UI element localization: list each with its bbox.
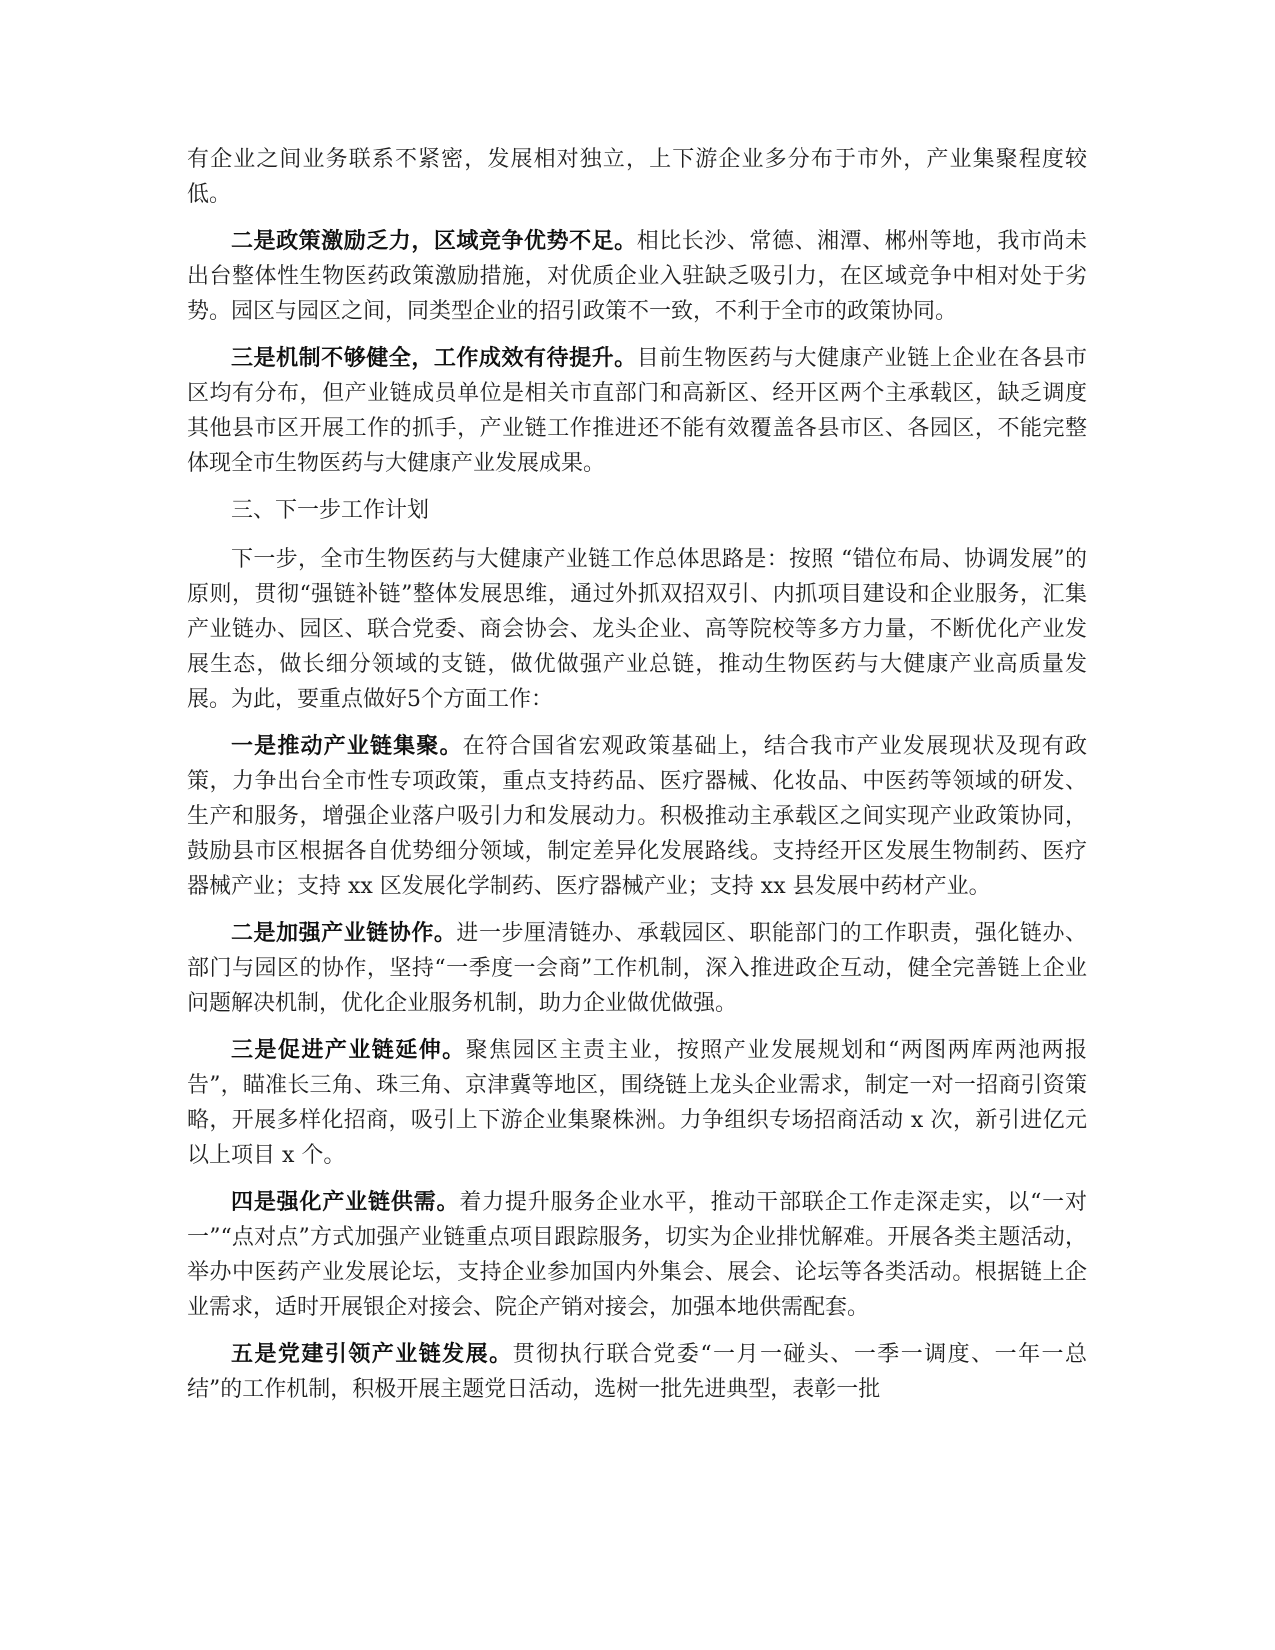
paragraph-text: 着力提升服务企业水平，推动干部联企工作走深走实，以“一对一”“点对点”方式加强产业链重点项目跟踪服务，切实为企业排忧解难。开展各类主题活动，举办中医药产业发展论坛，支持企业参加国内外集会、展会、论坛等各类活动。根据链上企业需求，适时开展银企对接会、院企产销对接会，加强本地供需配套。 bbox=[187, 1190, 1087, 1320]
paragraph-text: 进一步厘清链办、承载园区、职能部门的工作职责，强化链办、部门与园区的协作，坚持“一季度一会商”工作机制，深入推进政企互动，健全完善链上企业问题解决机制，优化企业服务机制，助力企业做优做强。 bbox=[187, 921, 1087, 1016]
document-body bbox=[187, 142, 1087, 1419]
paragraph-text: 有企业之间业务联系不紧密，发展相对独立，上下游企业多分布于市外，产业集聚程度较低。 bbox=[187, 147, 1087, 207]
paragraph-lead: 三是促进产业链延伸。 bbox=[231, 1037, 466, 1063]
paragraph-lead: 二是加强产业链协作。 bbox=[231, 920, 457, 946]
paragraph-lead: 二是政策激励乏力，区域竞争优势不足。 bbox=[231, 228, 637, 254]
paragraph-text: 在符合国省宏观政策基础上，结合我市产业发展现状及现有政策，力争出台全市性专项政策，重点支持药品、医疗器械、化妆品、中医药等领域的研发、生产和服务，增强企业落户吸引力和发展动力。积极推动主承载区之间实现产业政策协同，鼓励县市区根据各自优势细分领域，制定差异化发展路线。支持经开区发展生物制药、医疗器械产业；支持 xx 区发展化学制药、医疗器械产业；支持 xx 县发展中药材产业。 bbox=[187, 734, 1087, 899]
paragraph-continuation bbox=[187, 142, 1087, 212]
paragraph-supply-demand bbox=[187, 1185, 1087, 1325]
section-heading bbox=[187, 493, 1087, 528]
paragraph-text: 相比长沙、常德、湘潭、郴州等地，我市尚未出台整体性生物医药政策激励措施，对优质企业入驻缺乏吸引力，在区域竞争中相对处于劣势。园区与园区之间，同类型企业的招引政策不一致，不利于全市的政策协同。 bbox=[187, 229, 1087, 324]
paragraph-lead: 四是强化产业链供需。 bbox=[231, 1189, 460, 1215]
paragraph-text: 聚焦园区主责主业，按照产业发展规划和“两图两库两池两报告”，瞄准长三角、珠三角、京津冀等地区，围绕链上龙头企业需求，制定一对一招商引资策略，开展多样化招商，吸引上下游企业集聚株洲。力争组织专场招商活动 x 次，新引进亿元以上项目 x 个。 bbox=[187, 1038, 1087, 1168]
paragraph-lead: 一是推动产业链集聚。 bbox=[231, 733, 463, 759]
paragraph-mechanism bbox=[187, 341, 1087, 481]
section-heading-text: 三、下一步工作计划 bbox=[231, 498, 430, 523]
paragraph-chain-cluster bbox=[187, 729, 1087, 904]
paragraph-lead: 三是机制不够健全，工作成效有待提升。 bbox=[231, 345, 637, 371]
paragraph-text: 贯彻执行联合党委“一月一碰头、一季一调度、一年一总结”的工作机制，积极开展主题党日活动，选树一批先进典型，表彰一批 bbox=[187, 1342, 1087, 1402]
paragraph-chain-extension bbox=[187, 1033, 1087, 1173]
paragraph-lead: 五是党建引领产业链发展。 bbox=[231, 1341, 513, 1367]
paragraph-party-building bbox=[187, 1337, 1087, 1407]
paragraph-chain-cooperation bbox=[187, 916, 1087, 1021]
paragraph-overall-approach bbox=[187, 542, 1087, 717]
paragraph-text: 目前生物医药与大健康产业链上企业在各县市区均有分布，但产业链成员单位是相关市直部门和高新区、经开区两个主承载区，缺乏调度其他县市区开展工作的抓手，产业链工作推进还不能有效覆盖各县市区、各园区，不能完整体现全市生物医药与大健康产业发展成果。 bbox=[187, 346, 1087, 476]
paragraph-policy-incentives bbox=[187, 224, 1087, 329]
paragraph-text: 下一步，全市生物医药与大健康产业链工作总体思路是：按照 “错位布局、协调发展”的原则，贯彻“强链补链”整体发展思维，通过外抓双招双引、内抓项目建设和企业服务，汇集产业链办、园区、联合党委、商会协会、龙头企业、高等院校等多方力量，不断优化产业发展生态，做长细分领域的支链，做优做强产业总链，推动生物医药与大健康产业高质量发展。为此，要重点做好5个方面工作： bbox=[187, 547, 1087, 712]
